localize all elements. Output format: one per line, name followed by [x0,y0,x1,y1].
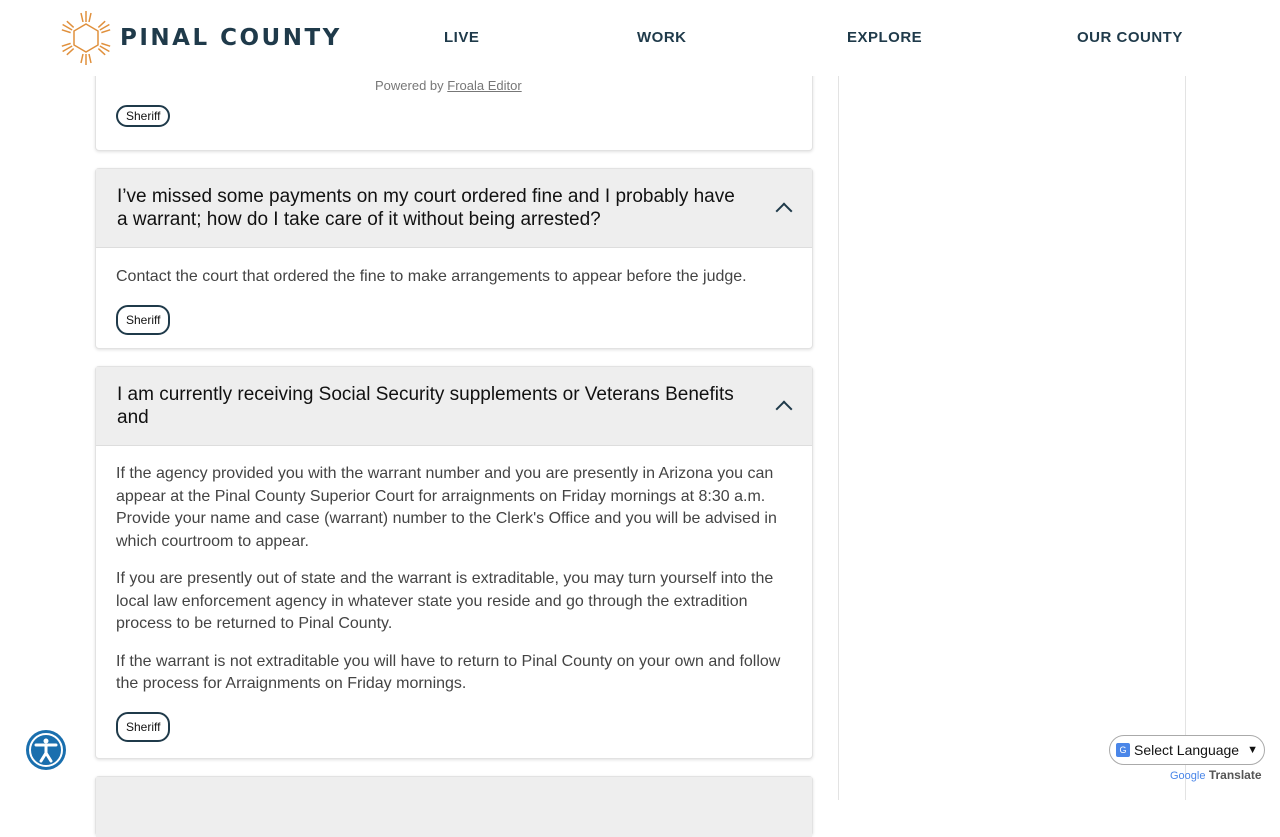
google-translate-icon: G [1116,743,1130,757]
sidebar-divider [838,76,839,800]
powered-by: Powered by Froala Editor [375,78,522,93]
faq-card [95,366,813,759]
sun-logo-icon [58,10,114,66]
google-translate-credit[interactable]: Google Translate [1170,768,1262,782]
tag-sheriff[interactable]: Sheriff [116,305,170,336]
accessibility-icon [26,730,66,770]
nav-live[interactable]: LIVE [444,29,480,46]
faq-answer: Contact the court that ordered the fine to make arrangements to appear before the judge. Sheriff [96,248,812,335]
chevron-up-icon[interactable] [776,203,793,220]
faq-question[interactable]: I am currently receiving Social Security supplements or Veterans Benefits and [96,367,812,446]
faq-card [95,776,813,836]
logo-text: PINAL COUNTY [120,25,342,51]
accessibility-button[interactable] [26,730,66,770]
faq-answer: If the agency provided you with the warrant number and you are presently in Arizona you can appear at the Pinal County Superior Court for arraignments on Friday mornings at 8:30 a.m. Provide your name and case (warrant) number to the Clerk's Office and you will be advised in which courtroom to appear. If you are presently out of state and the warrant is extraditable, you may turn yourself into the local law enforcement agency in whatever state you reside and go through the extradition process to be returned to Pinal County. If the warrant is not extraditable you will have to return to Pinal County on your own and follow the process for Arraignments on Friday mornings. Sheriff [96,446,812,742]
logo[interactable] [58,10,342,66]
faq-card [95,168,813,349]
nav-our-county[interactable]: OUR COUNTY [1077,29,1183,46]
tag-sheriff[interactable]: Sheriff [116,712,170,743]
chevron-up-icon[interactable] [776,401,793,418]
froala-link[interactable]: Froala Editor [447,78,522,93]
sidebar-border [1185,76,1186,800]
language-select[interactable]: G Select Language ▼ [1109,735,1265,765]
faq-question[interactable]: I’ve missed some payments on my court ordered fine and I probably have a warrant; how do I take care of it without being arrested? [96,169,812,248]
tag-sheriff[interactable]: Sheriff [116,105,170,127]
faq-question[interactable] [96,777,812,837]
chevron-down-icon: ▼ [1247,744,1258,756]
nav-explore[interactable]: EXPLORE [847,29,923,46]
site-header [0,0,1280,76]
nav-work[interactable]: WORK [637,29,687,46]
